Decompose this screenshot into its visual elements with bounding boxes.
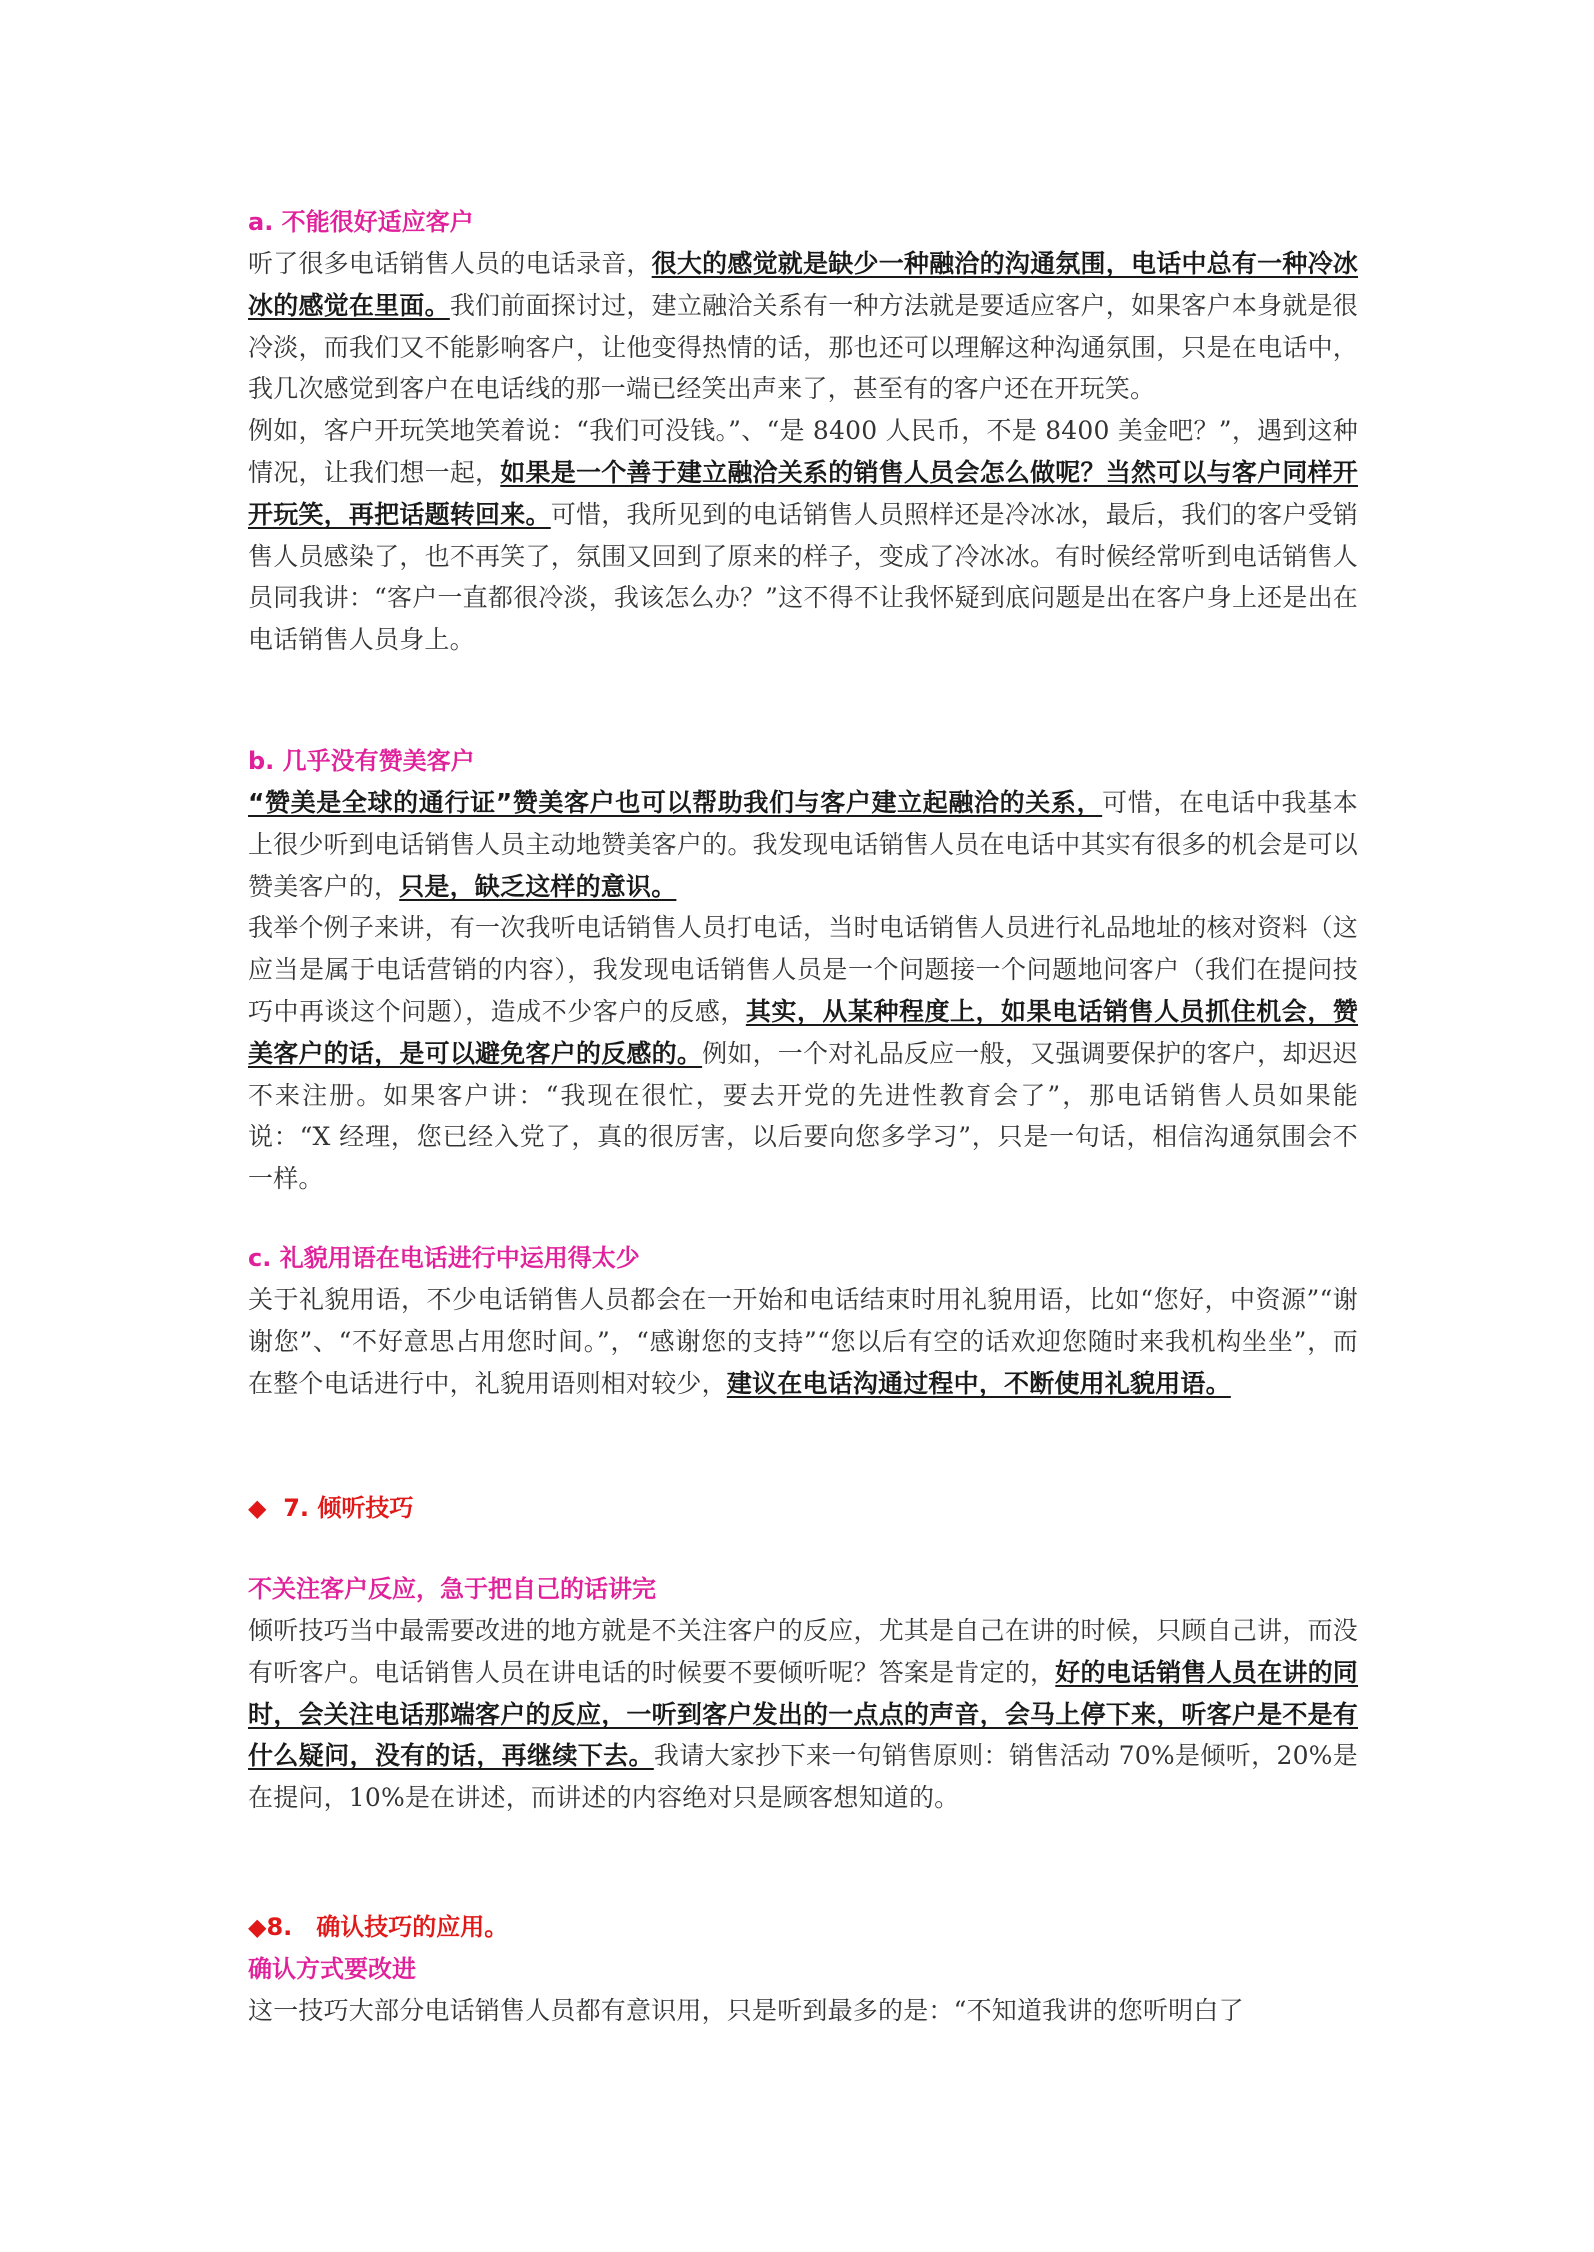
diamond-bullet-icon: ◆	[248, 1913, 267, 1941]
emphasis-text: 其实，从某种程度上，如果电话销售人员抓住机会，赞美客户的话，是可以避免客户的反感的。	[248, 996, 1358, 1068]
text-run: 关于礼貌用语，不少电话销售人员都会在一开始和电话结束时用礼貌用语，比如“您好，中资源”“谢谢您”、“不好意思占用您时间。”，“感谢您的支持”“您以后有空的话欢迎您随时来我机构坐坐”，而在整个电话进行中，礼貌用语则相对较少，	[248, 1285, 1358, 1398]
text-run: 倾听技巧当中最需要改进的地方就是不关注客户的反应，尤其是自己在讲的时候，只顾自己讲，而没有听客户。电话销售人员在讲电话的时候要不要倾听呢？答案是肯定的，	[248, 1616, 1358, 1687]
text-run: 我举个例子来讲，有一次我听电话销售人员打电话，当时电话销售人员进行礼品地址的核对资料（这应当是属于电话营销的内容），我发现电话销售人员是一个问题接一个问题地问客户（我们在提问技巧中再谈这个问题），造成不少客户的反感，	[248, 913, 1358, 1026]
section-8-paragraph-1: 这一技巧大部分电话销售人员都有意识用，只是听到最多的是：“不知道我讲的您听明白了	[248, 1996, 1244, 2025]
section-7-paragraph-1	[248, 1610, 1358, 1819]
section-8-heading	[248, 1906, 1358, 1948]
diamond-bullet-icon: ◆	[248, 1494, 267, 1522]
emphasis-text: 很大的感觉就是缺少一种融洽的沟通氛围，电话中总有一种冷冰冰的感觉在里面。	[248, 249, 1359, 320]
section-c-paragraph-1	[248, 1279, 1358, 1404]
text-run: 例如，客户开玩笑地笑着说：“我们可没钱。”、“是 8400 人民币，不是 8400 美金吧？”，遇到这种情况，让我们想一起，	[248, 416, 1358, 487]
section-a-heading: a. 不能很好适应客户	[248, 208, 474, 236]
emphasis-text: 只是，缺乏这样的意识。	[399, 871, 677, 901]
emphasis-text: 如果是一个善于建立融洽关系的销售人员会怎么做呢？当然可以与客户同样开开玩笑，再把话题转回来。	[248, 457, 1358, 529]
section-8-subheading: 确认方式要改进	[248, 1955, 416, 1983]
emphasis-text: 建议在电话沟通过程中，不断使用礼貌用语。	[726, 1368, 1231, 1398]
text-run: 可惜，在电话中我基本上很少听到电话销售人员主动地赞美客户的。我发现电话销售人员在电话中其实有很多的机会是可以赞美客户的，	[248, 788, 1358, 901]
section-8-title: 8. 确认技巧的应用。	[266, 1913, 509, 1941]
section-7-title: 7. 倾听技巧	[283, 1494, 414, 1522]
section-c-heading: c. 礼貌用语在电话进行中运用得太少	[248, 1244, 640, 1272]
text-run: 例如，一个对礼品反应一般，又强调要保护的客户，却迟迟不来注册。如果客户讲：“我现在很忙，要去开党的先进性教育会了”，那电话销售人员如果能说：“X 经理，您已经入党了，真的很厉害，以后要向您多学习”，只是一句话，相信沟通氛围会不一样。	[248, 1038, 1359, 1194]
section-7-heading	[248, 1487, 1358, 1529]
emphasis-text: 好的电话销售人员在讲的同时，会关注电话那端客户的反应，一听到客户发出的一点点的声音，会马上停下来，听客户是不是有什么疑问，没有的话，再继续下去。	[248, 1657, 1359, 1771]
section-7-subheading: 不关注客户反应，急于把自己的话讲完	[248, 1575, 656, 1603]
section-a-paragraph-1	[248, 243, 1358, 410]
text-run: 听了很多电话销售人员的电话录音，	[248, 249, 652, 278]
section-b-heading: b. 几乎没有赞美客户	[248, 747, 475, 775]
text-run: 我请大家抄下来一句销售原则：销售活动 70%是倾听，20%是在提问，10%是在讲述，而讲述的内容绝对只是顾客想知道的。	[248, 1741, 1358, 1813]
section-7-body	[248, 1568, 1358, 1819]
section-b-paragraph-2	[248, 907, 1358, 1200]
section-7	[248, 1487, 1358, 1529]
section-a	[248, 201, 1358, 661]
section-c	[248, 1237, 1358, 1404]
section-b-paragraph-1	[248, 782, 1358, 907]
text-run: 可惜，我所见到的电话销售人员照样还是冷冰冰，最后，我们的客户受销售人员感染了，也不再笑了，氛围又回到了原来的样子，变成了冷冰冰。有时候经常听到电话销售人员同我讲：“客户一直都很冷淡，我该怎么办？”这不得不让我怀疑到底问题是出在客户身上还是出在电话销售人员身上。	[248, 499, 1358, 655]
emphasis-text: “赞美是全球的通行证”赞美客户也可以帮助我们与客户建立起融洽的关系，	[248, 788, 1103, 817]
section-a-paragraph-2	[248, 410, 1358, 661]
section-b	[248, 740, 1358, 1200]
section-8	[248, 1906, 1358, 2032]
text-run: 我们前面探讨过，建立融洽关系有一种方法就是要适应客户，如果客户本身就是很冷淡，而我们又不能影响客户，让他变得热情的话，那也还可以理解这种沟通氛围，只是在电话中，我几次感觉到客户在电话线的那一端已经笑出声来了，甚至有的客户还在开玩笑。	[248, 290, 1358, 404]
